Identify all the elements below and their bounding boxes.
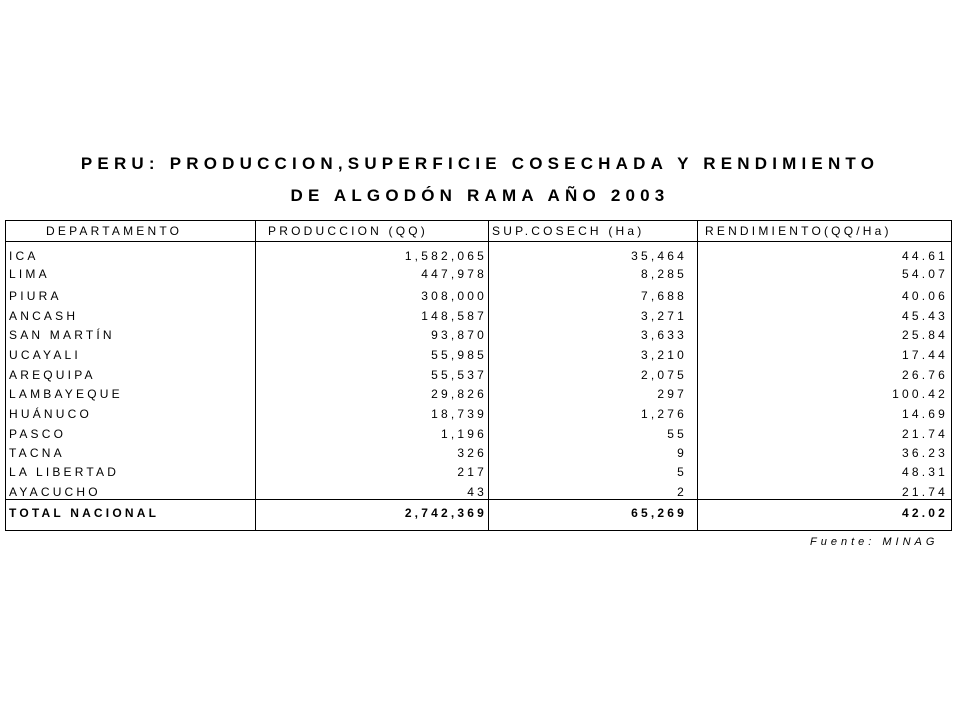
source-note: Fuente: MINAG (810, 536, 939, 548)
cell-departamento: PASCO (9, 427, 67, 441)
cell-superficie: 5 (677, 465, 687, 479)
cell-rendimiento: 25.84 (901, 328, 948, 342)
cell-produccion: 43 (467, 485, 487, 499)
cell-superficie: 35,464 (631, 249, 687, 263)
cell-produccion: 93,870 (431, 328, 487, 342)
cell-departamento: ANCASH (9, 309, 79, 323)
cell-rendimiento: 21.74 (901, 427, 948, 441)
column-header-rendimiento: RENDIMIENTO(QQ/Ha) (705, 224, 892, 238)
cell-departamento: LA LIBERTAD (9, 465, 120, 479)
column-header-superficie: SUP.COSECH (Ha) (492, 224, 645, 238)
cell-departamento: HUÁNUCO (9, 407, 93, 421)
cell-rendimiento: 26.76 (901, 368, 948, 382)
cell-departamento: LAMBAYEQUE (9, 387, 123, 401)
cell-departamento: AYACUCHO (9, 485, 101, 499)
total-produccion: 2,742,369 (404, 506, 487, 520)
cell-produccion: 326 (457, 446, 487, 460)
cell-departamento: AREQUIPA (9, 368, 96, 382)
column-divider (697, 221, 698, 530)
data-table (5, 220, 952, 531)
total-superficie: 65,269 (631, 506, 687, 520)
total-divider (6, 499, 951, 500)
cell-rendimiento: 100.42 (892, 387, 948, 401)
cell-produccion: 447,978 (421, 267, 487, 281)
column-header-departamento: DEPARTAMENTO (46, 224, 183, 238)
cell-produccion: 148,587 (421, 309, 487, 323)
cell-produccion: 55,985 (431, 348, 487, 362)
column-divider (488, 221, 489, 530)
column-divider (255, 221, 256, 530)
cell-departamento: SAN MARTÍN (9, 328, 115, 342)
cell-departamento: PIURA (9, 289, 62, 303)
cell-produccion: 1,196 (440, 427, 487, 441)
cell-rendimiento: 17.44 (901, 348, 948, 362)
cell-rendimiento: 40.06 (901, 289, 948, 303)
cell-superficie: 1,276 (640, 407, 687, 421)
cell-rendimiento: 44.61 (901, 249, 948, 263)
cell-produccion: 55,537 (431, 368, 487, 382)
cell-superficie: 9 (677, 446, 687, 460)
title-line-2: DE ALGODÓN RAMA AÑO 2003 (290, 186, 670, 205)
cell-produccion: 308,000 (421, 289, 487, 303)
cell-superficie: 2,075 (640, 368, 687, 382)
total-label: TOTAL NACIONAL (9, 506, 160, 520)
cell-produccion: 18,739 (431, 407, 487, 421)
cell-departamento: UCAYALI (9, 348, 81, 362)
cell-rendimiento: 48.31 (901, 465, 948, 479)
header-divider (6, 241, 951, 242)
cell-superficie: 3,633 (640, 328, 687, 342)
cell-superficie: 7,688 (640, 289, 687, 303)
cell-superficie: 55 (667, 427, 687, 441)
cell-rendimiento: 45.43 (901, 309, 948, 323)
cell-superficie: 297 (657, 387, 687, 401)
cell-rendimiento: 36.23 (901, 446, 948, 460)
cell-produccion: 29,826 (431, 387, 487, 401)
cell-departamento: TACNA (9, 446, 65, 460)
cell-rendimiento: 54.07 (901, 267, 948, 281)
total-rendimiento: 42.02 (901, 506, 948, 520)
cell-superficie: 2 (677, 485, 687, 499)
cell-superficie: 8,285 (640, 267, 687, 281)
cell-departamento: ICA (9, 249, 39, 263)
cell-superficie: 3,271 (640, 309, 687, 323)
cell-rendimiento: 21.74 (901, 485, 948, 499)
cell-produccion: 217 (457, 465, 487, 479)
cell-departamento: LIMA (9, 267, 50, 281)
cell-rendimiento: 14.69 (901, 407, 948, 421)
title-line-1: PERU: PRODUCCION,SUPERFICIE COSECHADA Y RENDIMIENTO (80, 154, 880, 173)
cell-produccion: 1,582,065 (404, 249, 487, 263)
cell-superficie: 3,210 (640, 348, 687, 362)
column-header-produccion: PRODUCCION (QQ) (268, 224, 428, 238)
